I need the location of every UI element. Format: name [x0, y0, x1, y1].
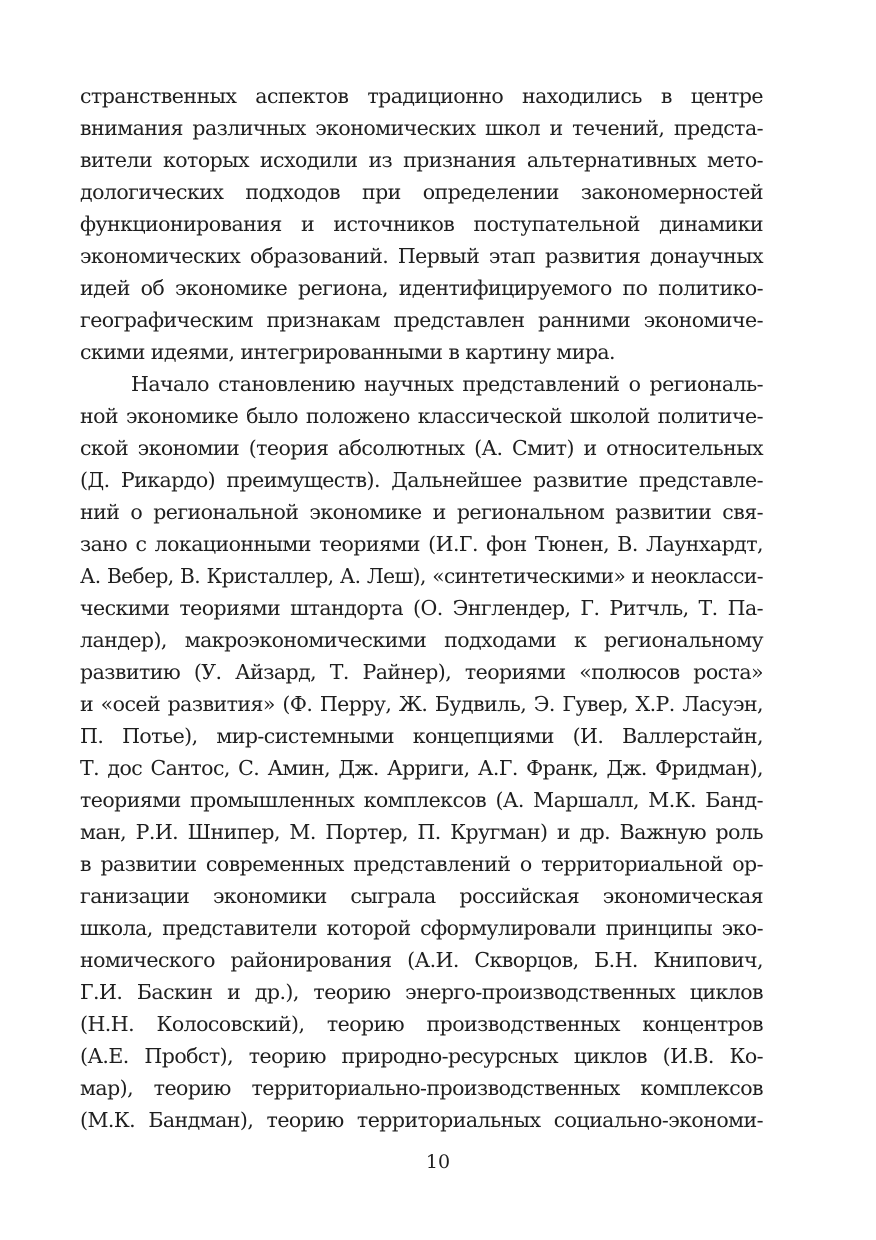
text-line: странственных аспектов традиционно находились в центре: [80, 84, 763, 108]
text-line: в развитии современных представлений о территориальной ор-: [80, 852, 763, 876]
text-line: зано с локационными теориями (И.Г. фон Тюнен, В. Лаунхардт,: [80, 532, 763, 556]
text-line: А. Вебер, В. Кристаллер, А. Леш), «синтетическими» и неокласси-: [80, 564, 763, 588]
text-line: и «осей развития» (Ф. Перру, Ж. Будвиль, Э. Гувер, Х.Р. Ласуэн,: [80, 692, 763, 716]
text-line: Т. дос Сантос, С. Амин, Дж. Арриги, А.Г. Франк, Дж. Фридман),: [80, 756, 763, 780]
text-line: ландер), макроэкономическими подходами к региональному: [80, 628, 763, 652]
text-line: (Н.Н. Колосовский), теорию производственных концентров: [80, 1012, 763, 1036]
text-line: функционирования и источников поступательной динамики: [80, 212, 763, 236]
text-line: ской экономии (теория абсолютных (А. Смит) и относительных: [80, 436, 763, 460]
text-line: мар), теорию территориально-производственных комплексов: [80, 1076, 763, 1100]
text-line: ческими теориями штандорта (О. Энглендер, Г. Ритчль, Т. Па-: [80, 596, 763, 620]
text-line: внимания различных экономических школ и течений, предста-: [80, 116, 763, 140]
text-line: экономических образований. Первый этап развития донаучных: [80, 244, 763, 268]
text-line: номического районирования (А.И. Скворцов, Б.Н. Книпович,: [80, 948, 763, 972]
text-line: теориями промышленных комплексов (А. Маршалл, М.К. Банд-: [80, 788, 763, 812]
text-line: Начало становлению научных представлений о региональ-: [131, 372, 763, 396]
text-line: (Д. Рикардо) преимуществ). Дальнейшее развитие представле-: [80, 468, 763, 492]
text-line: ганизации экономики сыграла российская экономическая: [80, 884, 763, 908]
text-line: дологических подходов при определении закономерностей: [80, 180, 763, 204]
paragraph-2: [80, 368, 763, 1136]
text-line: географическим признакам представлен ранними экономиче-: [80, 308, 763, 332]
text-line: школа, представители которой сформулировали принципы эко-: [80, 916, 763, 940]
text-line: вители которых исходили из признания альтернативных мето-: [80, 148, 763, 172]
page-number: 10: [425, 1151, 451, 1173]
text-line: развитию (У. Айзард, Т. Райнер), теориями «полюсов роста»: [80, 660, 763, 684]
text-line: (А.Е. Пробст), теорию природно-ресурсных циклов (И.В. Ко-: [80, 1044, 763, 1068]
text-line: (М.К. Бандман), теорию территориальных социально-экономи-: [80, 1108, 763, 1132]
body-text: [80, 80, 763, 1136]
text-line: ной экономике было положено классической школой политиче-: [80, 404, 763, 428]
text-line: скими идеями, интегрированными в картину мира.: [80, 340, 616, 364]
text-line: Г.И. Баскин и др.), теорию энерго-производственных циклов: [80, 980, 763, 1004]
text-line: ман, Р.И. Шнипер, М. Портер, П. Кругман) и др. Важную роль: [80, 820, 763, 844]
text-line: идей об экономике региона, идентифицируемого по политико-: [80, 276, 763, 300]
paragraph-1: [80, 80, 763, 368]
text-line: ний о региональной экономике и региональном развитии свя-: [80, 500, 763, 524]
text-line: П. Потье), мир-системными концепциями (И. Валлерстайн,: [80, 724, 763, 748]
